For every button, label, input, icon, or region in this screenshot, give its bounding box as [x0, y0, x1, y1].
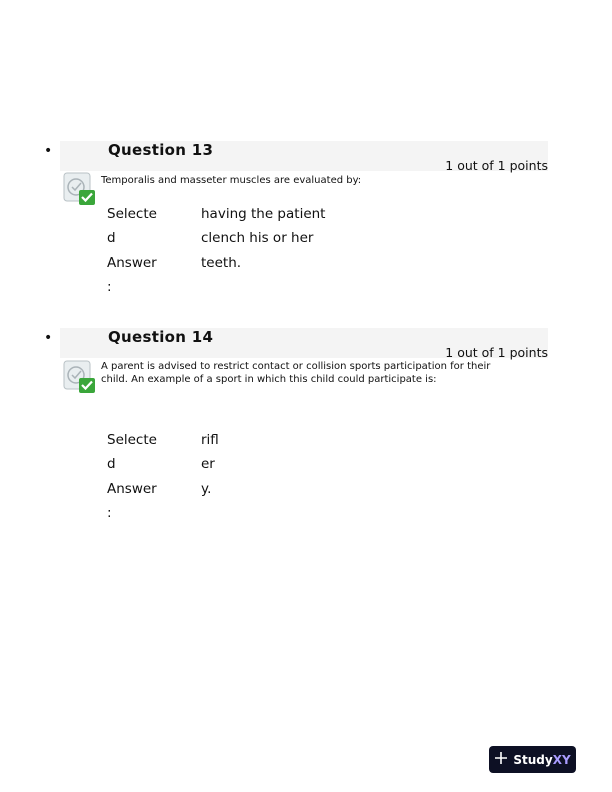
bullet: • — [44, 143, 53, 159]
selected-answer-value: er — [201, 456, 215, 472]
selected-answer-label: Selecte — [107, 206, 157, 222]
selected-answer-value: having the patient — [201, 206, 326, 222]
question-title: Question 14 — [108, 328, 214, 346]
question-text: Temporalis and masseter muscles are evaluated by: — [101, 175, 362, 186]
selected-answer-label: : — [107, 279, 112, 295]
selected-answer-label: : — [107, 505, 112, 521]
check-icon — [63, 172, 97, 206]
studyxy-logo-text: StudyXY — [513, 752, 571, 767]
bullet: • — [44, 330, 53, 346]
check-icon — [63, 360, 97, 394]
selected-answer-value: rifl — [201, 432, 219, 448]
question-text-line: child. An example of a sport in which this child could participate is: — [101, 374, 437, 385]
question-points: 1 out of 1 points — [445, 345, 548, 360]
selected-answer-label: d — [107, 456, 116, 472]
selected-answer-label: d — [107, 230, 116, 246]
plus-icon — [494, 751, 508, 768]
studyxy-badge[interactable] — [489, 746, 576, 773]
question-title: Question 13 — [108, 141, 214, 159]
question-points: 1 out of 1 points — [445, 158, 548, 173]
selected-answer-value: teeth. — [201, 255, 242, 271]
question-text — [101, 360, 501, 386]
selected-answer-label: Answer — [107, 481, 157, 497]
selected-answer-value: y. — [201, 481, 212, 497]
selected-answer-label: Selecte — [107, 432, 157, 448]
selected-answer-label: Answer — [107, 255, 157, 271]
selected-answer-value: clench his or her — [201, 230, 314, 246]
question-text-line: A parent is advised to restrict contact or collision sports participation for their — [101, 361, 491, 372]
